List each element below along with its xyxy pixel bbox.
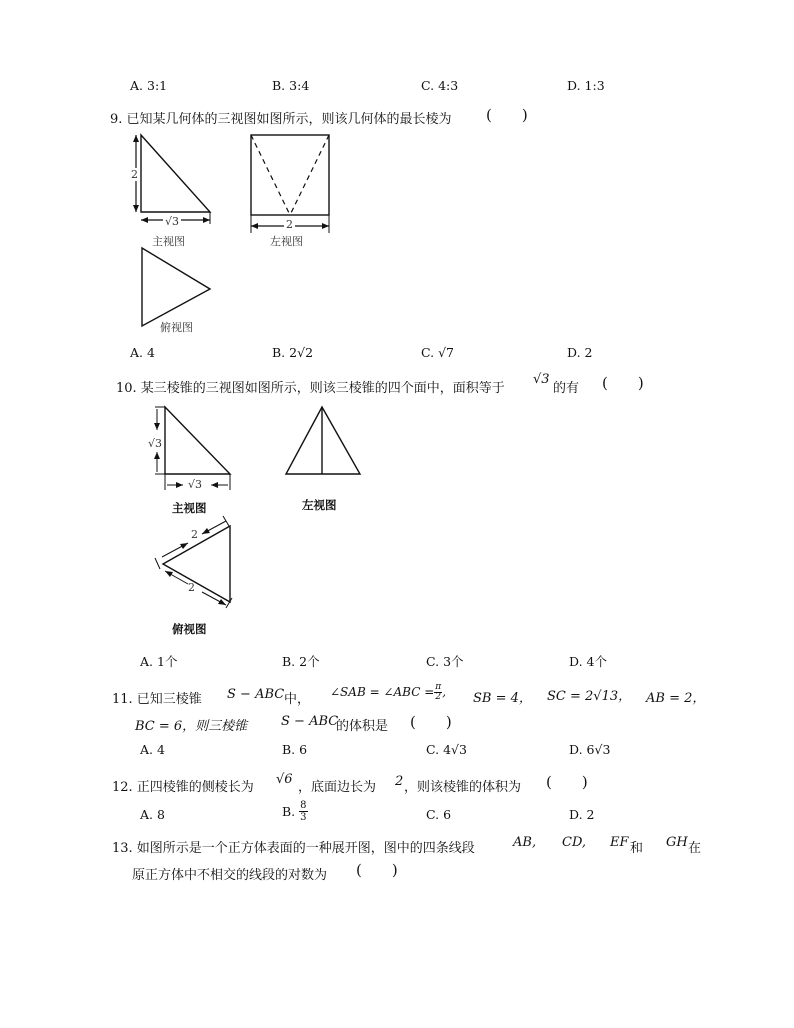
q10-top-view	[150, 512, 245, 612]
q10-top-dim-lower: 2	[188, 581, 195, 594]
q9-option-b: B. 2√2	[272, 345, 314, 360]
q8-option-b: B. 3:4	[272, 78, 310, 93]
q10-side-view-label: 左视图	[302, 498, 337, 512]
q11-math-sc: SC = 2√13，	[547, 689, 632, 704]
q8-option-c: C. 4:3	[421, 78, 459, 93]
q9-option-a: A. 4	[130, 345, 155, 360]
q12-math-base: 2	[395, 774, 404, 789]
q9-front-height-label: 2	[131, 168, 138, 181]
q10-paren: ( )	[602, 374, 644, 392]
q11-math-sb: SB = 4，	[473, 691, 532, 706]
q9-top-view	[138, 246, 218, 326]
q10-stem-math: √3	[533, 372, 550, 387]
q11-option-d: D. 6√3	[569, 742, 611, 757]
q10-front-height-label: √3	[148, 437, 163, 450]
q10-stem-a: 10. 某三棱锥的三视图如图所示，则该三棱锥的四个面中，面积等于	[116, 381, 505, 396]
q10-side-view	[284, 404, 364, 479]
q11-math-sabc-2: S − ABC	[281, 714, 339, 729]
q9-front-width-label: √3	[165, 215, 180, 228]
q12-stem-a: 12. 正四棱锥的侧棱长为	[112, 780, 254, 795]
q11-math-sabc: S − ABC	[227, 687, 285, 702]
q10-option-a: A. 1个	[140, 654, 178, 669]
q9-paren: ( )	[486, 106, 528, 124]
q11-option-b: B. 6	[282, 742, 308, 757]
q13-math-ab: AB,	[513, 835, 537, 850]
q12-paren: ( )	[546, 773, 588, 791]
q9-option-d: D. 2	[567, 345, 593, 360]
q13-math-ef: EF	[610, 835, 629, 850]
q11-stem-a: 11. 已知三棱锥	[112, 692, 202, 707]
q8-option-a: A. 3:1	[130, 78, 168, 93]
q9-stem: 9. 已知某几何体的三视图如图所示，则该几何体的最长棱为	[110, 112, 452, 127]
q9-top-view-label: 俯视图	[160, 321, 193, 334]
q9-front-view-label: 主视图	[152, 235, 185, 248]
q10-top-dim-upper: 2	[191, 528, 198, 541]
q9-side-width-label: 2	[286, 218, 293, 231]
q12-option-c: C. 6	[426, 807, 452, 822]
q12-stem-c: ，则该棱锥的体积为	[404, 780, 522, 795]
q10-top-view-label: 俯视图	[172, 622, 207, 636]
q11-paren: ( )	[410, 713, 452, 731]
q10-option-d: D. 4个	[569, 654, 607, 669]
q10-option-c: C. 3个	[426, 654, 464, 669]
q10-stem-b: 的有	[553, 381, 580, 396]
q11-option-c: C. 4√3	[426, 742, 467, 757]
q13-stem-a: 13. 如图所示是一个正方体表面的一种展开图，图中的四条线段	[112, 841, 475, 856]
q13-math-cd: CD,	[562, 835, 587, 850]
q11-stem-s1: 中，	[284, 692, 311, 707]
q12-stem-b: ，底面边长为	[298, 780, 377, 795]
q12-option-b: B. $\frac{8}{3}$	[282, 800, 307, 823]
q11-math-ab: AB = 2，	[646, 691, 706, 706]
q9-side-view-label: 左视图	[270, 235, 303, 248]
q13-stem-zai: 在	[688, 841, 702, 856]
q9-option-c: C. √7	[421, 345, 454, 360]
q13-paren: ( )	[356, 861, 398, 879]
q13-stem-and: 和	[630, 841, 644, 856]
q11-option-a: A. 4	[140, 742, 165, 757]
q11-math-angles: ∠SAB = ∠ABC = $\frac{\pi}{2}$ ,	[330, 682, 447, 702]
q11-line2-b: 的体积是	[336, 719, 389, 734]
q13-math-gh: GH	[666, 835, 688, 850]
q12-option-a: A. 8	[140, 807, 165, 822]
q8-option-d: D. 1:3	[567, 78, 605, 93]
q10-front-view-label: 主视图	[172, 501, 207, 515]
q10-option-b: B. 2个	[282, 654, 320, 669]
q13-line2: 原正方体中不相交的线段的对数为	[132, 868, 328, 883]
q10-front-width-label: √3	[188, 478, 203, 491]
q12-option-d: D. 2	[569, 807, 595, 822]
q12-math-lateral: √6	[276, 772, 293, 787]
q11-line2-a: BC = 6，则三棱锥	[135, 719, 248, 734]
